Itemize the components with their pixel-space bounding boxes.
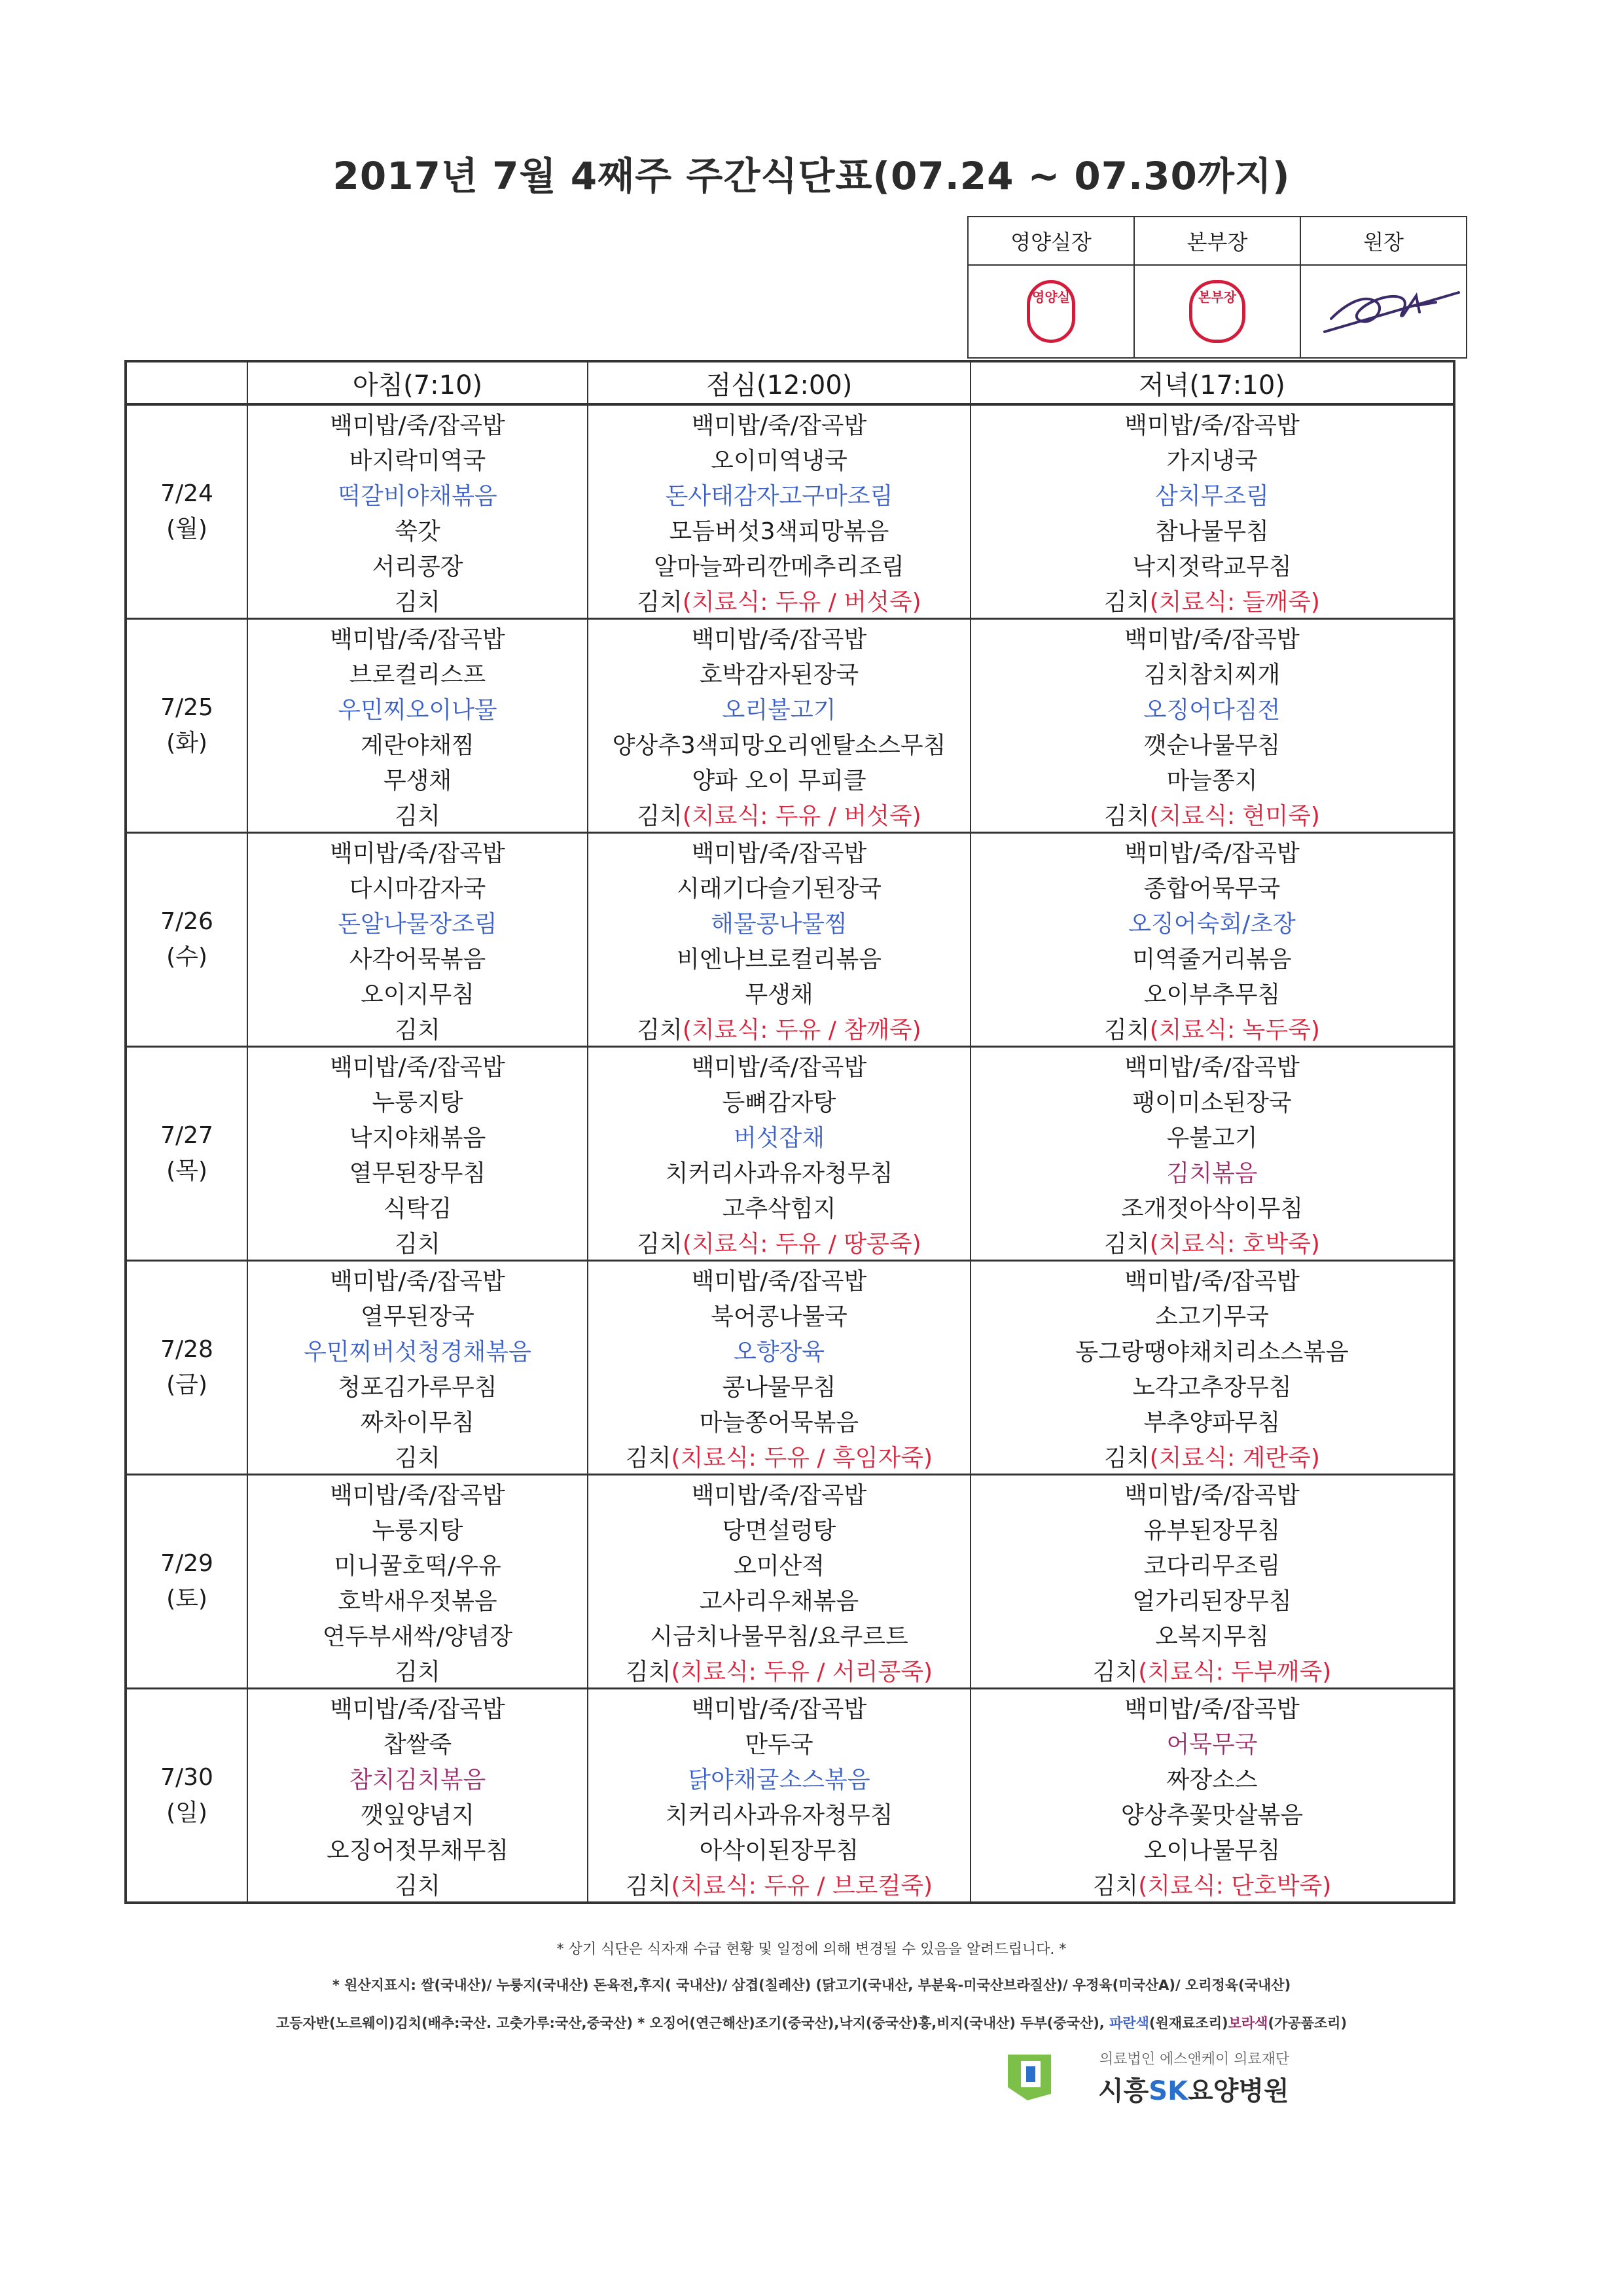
breakfast-item: 떡갈비야채볶음 (247, 476, 588, 512)
breakfast-item: 오징어젓무채무침 (247, 1831, 588, 1866)
breakfast-item: 오이지무침 (247, 975, 588, 1010)
hospital-name-b: 요양병원 (1188, 2076, 1289, 2106)
dinner-item: 종합어묵무국 (971, 869, 1454, 904)
dinner-item (971, 1010, 1454, 1047)
seal-stamp-icon (1189, 280, 1245, 343)
kimchi-label: 김치 (1104, 1230, 1150, 1258)
breakfast-item: 김치 (247, 582, 588, 619)
dinner-item: 오복지무침 (971, 1617, 1454, 1652)
breakfast-item: 김치 (247, 1010, 588, 1047)
weekday-label: (목) (166, 1157, 207, 1184)
date-cell (126, 619, 247, 833)
lunch-item: 마늘쫑어묵볶음 (588, 1403, 971, 1438)
dinner-item (971, 1866, 1454, 1903)
weekly-menu-table (124, 360, 1455, 1904)
menu-row (126, 1261, 1454, 1298)
date-cell (126, 833, 247, 1047)
kimchi-label: 김치 (1104, 1444, 1150, 1472)
dinner-item: 백미밥/죽/잡곡밥 (971, 1047, 1454, 1084)
weekday-label: (금) (166, 1371, 207, 1398)
origin-text-2a: 고등자반(노르웨이)김치(배추:국산. 고춧가루:국산,중국산) * 오징어(연근해산)조기(중국산),낙지(중국산)홍,비지(국내산) 두부(중국산), (276, 2015, 1110, 2031)
breakfast-item: 계란야채찜 (247, 726, 588, 761)
menu-row (126, 582, 1454, 619)
menu-row (126, 1546, 1454, 1581)
menu-row (126, 940, 1454, 975)
menu-row (126, 1189, 1454, 1224)
breakfast-item: 백미밥/죽/잡곡밥 (247, 404, 588, 441)
stamp-text: 영양실 (1032, 289, 1070, 305)
dinner-item: 코다리무조림 (971, 1546, 1454, 1581)
menu-row (126, 1332, 1454, 1368)
lunch-item: 모듬버섯3색피망볶음 (588, 512, 971, 547)
menu-row (126, 761, 1454, 796)
lunch-item (588, 1224, 971, 1261)
kimchi-label: 김치 (1104, 1016, 1150, 1044)
menu-row (126, 796, 1454, 833)
header-dinner: 저녁(17:10) (971, 361, 1454, 404)
weekday-label: (토) (166, 1585, 207, 1612)
lunch-item: 오리불고기 (588, 690, 971, 726)
lunch-item: 비엔나브로컬리볶음 (588, 940, 971, 975)
legend-blue: 파란색 (1109, 2015, 1149, 2031)
lunch-item (588, 582, 971, 619)
header-lunch: 점심(12:00) (588, 361, 971, 404)
notice-text: * 상기 식단은 식자재 수급 현황 및 일정에 의해 변경될 수 있음을 알려드립니다. * (556, 1941, 1067, 1958)
therapy-diet-label: (치료식: 두유 / 서리콩죽) (671, 1658, 933, 1686)
therapy-diet-label: (치료식: 호박죽) (1149, 1230, 1320, 1258)
lunch-item: 백미밥/죽/잡곡밥 (588, 1475, 971, 1511)
kimchi-label: 김치 (637, 588, 683, 616)
dinner-item: 동그랑땡야채치리소스볶음 (971, 1332, 1454, 1368)
breakfast-item: 백미밥/죽/잡곡밥 (247, 1689, 588, 1725)
breakfast-item: 낙지야채볶음 (247, 1118, 588, 1154)
date-cell (126, 1689, 247, 1903)
menu-row (126, 1154, 1454, 1189)
lunch-item (588, 1652, 971, 1689)
lunch-item: 콩나물무침 (588, 1368, 971, 1403)
breakfast-item: 백미밥/죽/잡곡밥 (247, 1047, 588, 1084)
therapy-diet-label: (치료식: 녹두죽) (1149, 1016, 1320, 1044)
signature-icon (1305, 266, 1462, 351)
lunch-item: 아삭이된장무침 (588, 1831, 971, 1866)
breakfast-item: 바지락미역국 (247, 441, 588, 476)
breakfast-item: 김치 (247, 1224, 588, 1261)
breakfast-item: 백미밥/죽/잡곡밥 (247, 619, 588, 656)
origin-text-2 (0, 2013, 1623, 2032)
therapy-diet-label: (치료식: 두유 / 땅콩죽) (682, 1230, 921, 1258)
approval-header-nutrition: 영양실장 (968, 217, 1134, 265)
breakfast-item: 연두부새싹/양념장 (247, 1617, 588, 1652)
breakfast-item: 쑥갓 (247, 512, 588, 547)
dinner-item: 삼치무조림 (971, 476, 1454, 512)
weekday-label: (월) (166, 516, 207, 542)
dinner-item: 오이나물무침 (971, 1831, 1454, 1866)
legend-blue-desc: (원재료조리) (1149, 2015, 1228, 2031)
dinner-item: 팽이미소된장국 (971, 1083, 1454, 1118)
kimchi-label: 김치 (1092, 1872, 1139, 1899)
lunch-item: 시래기다슬기된장국 (588, 869, 971, 904)
menu-row (126, 1511, 1454, 1546)
kimchi-label: 김치 (637, 1016, 683, 1044)
lunch-item: 백미밥/죽/잡곡밥 (588, 619, 971, 656)
header-breakfast: 아침(7:10) (247, 361, 588, 404)
approval-header-head: 원장 (1300, 217, 1467, 265)
therapy-diet-label: (치료식: 두유 / 참깨죽) (682, 1016, 921, 1044)
dinner-item: 노각고추장무침 (971, 1368, 1454, 1403)
kimchi-label: 김치 (625, 1872, 671, 1899)
therapy-diet-label: (치료식: 두유 / 브로컬죽) (671, 1872, 933, 1899)
page-title: 2017년 7월 4째주 주간식단표(07.24 ~ 07.30까지) (332, 154, 1291, 198)
menu-row (126, 1831, 1454, 1866)
kimchi-label: 김치 (625, 1658, 671, 1686)
menu-row (126, 1617, 1454, 1652)
therapy-diet-label: (치료식: 두유 / 버섯죽) (682, 802, 921, 830)
menu-row (126, 547, 1454, 582)
weekday-label: (수) (166, 944, 207, 970)
menu-row (126, 690, 1454, 726)
lunch-item: 백미밥/죽/잡곡밥 (588, 404, 971, 441)
lunch-item: 알마늘꽈리깐메추리조림 (588, 547, 971, 582)
lunch-item: 백미밥/죽/잡곡밥 (588, 1261, 971, 1298)
kimchi-label: 김치 (625, 1444, 671, 1472)
dinner-item (971, 796, 1454, 833)
kimchi-label: 김치 (1104, 802, 1150, 830)
dinner-item: 깻순나물무침 (971, 726, 1454, 761)
hospital-subtitle: 의료법인 에스앤케이 의료재단 (1099, 2051, 1290, 2068)
dinner-item: 오이부추무침 (971, 975, 1454, 1010)
breakfast-item: 짜차이무침 (247, 1403, 588, 1438)
menu-row (126, 1795, 1454, 1831)
therapy-diet-label: (치료식: 계란죽) (1149, 1444, 1320, 1472)
lunch-item: 오이미역냉국 (588, 441, 971, 476)
menu-row (126, 512, 1454, 547)
menu-row (126, 1083, 1454, 1118)
therapy-diet-label: (치료식: 두유 / 흑임자죽) (671, 1444, 933, 1472)
dinner-item: 어묵무국 (971, 1725, 1454, 1760)
lunch-item: 고추삭힘지 (588, 1189, 971, 1224)
lunch-item: 오향장육 (588, 1332, 971, 1368)
dinner-item: 짜장소스 (971, 1760, 1454, 1795)
therapy-diet-label: (치료식: 두부깨죽) (1138, 1658, 1332, 1686)
hospital-name-sk: SK (1149, 2076, 1188, 2106)
approval-sign-head (1300, 265, 1467, 358)
menu-row (126, 904, 1454, 940)
hospital-logo-icon (1001, 2048, 1058, 2104)
breakfast-item: 돈알나물장조림 (247, 904, 588, 940)
dinner-item: 백미밥/죽/잡곡밥 (971, 404, 1454, 441)
lunch-item (588, 1438, 971, 1475)
breakfast-item: 김치 (247, 1438, 588, 1475)
hospital-name-a: 시흥 (1098, 2076, 1149, 2106)
menu-row (126, 1581, 1454, 1617)
breakfast-item: 호박새우젓볶음 (247, 1581, 588, 1617)
therapy-diet-label: (치료식: 들깨죽) (1149, 588, 1320, 616)
dinner-item: 백미밥/죽/잡곡밥 (971, 1475, 1454, 1511)
dinner-item: 김치참치찌개 (971, 655, 1454, 690)
dinner-item: 오징어다짐전 (971, 690, 1454, 726)
kimchi-label: 김치 (637, 1230, 683, 1258)
menu-row (126, 1224, 1454, 1261)
menu-row (126, 833, 1454, 870)
lunch-item: 양파 오이 무피클 (588, 761, 971, 796)
dinner-item (971, 1224, 1454, 1261)
dinner-item (971, 1438, 1454, 1475)
breakfast-item: 백미밥/죽/잡곡밥 (247, 1475, 588, 1511)
menu-row (126, 1118, 1454, 1154)
menu-row (126, 1403, 1454, 1438)
dinner-item: 백미밥/죽/잡곡밥 (971, 1689, 1454, 1725)
lunch-item: 치커리사과유자청무침 (588, 1154, 971, 1189)
dinner-item: 낙지젓락교무침 (971, 547, 1454, 582)
breakfast-item: 백미밥/죽/잡곡밥 (247, 1261, 588, 1298)
breakfast-item: 참치김치볶음 (247, 1760, 588, 1795)
lunch-item: 해물콩나물찜 (588, 904, 971, 940)
menu-row (126, 1652, 1454, 1689)
menu-row (126, 655, 1454, 690)
menu-row (126, 1760, 1454, 1795)
menu-row (126, 869, 1454, 904)
menu-row (126, 1047, 1454, 1084)
hospital-logo (1001, 2041, 1368, 2113)
breakfast-item: 누룽지탕 (247, 1083, 588, 1118)
seal-stamp-icon (1027, 280, 1075, 343)
dinner-item: 백미밥/죽/잡곡밥 (971, 1261, 1454, 1298)
date-cell (126, 1475, 247, 1689)
kimchi-label: 김치 (1092, 1658, 1139, 1686)
approval-box (967, 216, 1467, 359)
date-cell (126, 404, 247, 619)
breakfast-item: 김치 (247, 796, 588, 833)
lunch-item: 시금치나물무침/요쿠르트 (588, 1617, 971, 1652)
lunch-item: 치커리사과유자청무침 (588, 1795, 971, 1831)
breakfast-item: 다시마감자국 (247, 869, 588, 904)
date-cell (126, 1047, 247, 1261)
stamp-text: 본부장 (1198, 289, 1236, 305)
dinner-item: 유부된장무침 (971, 1511, 1454, 1546)
date-label: 7/28 (160, 1336, 213, 1363)
menu-row (126, 1010, 1454, 1047)
lunch-item: 백미밥/죽/잡곡밥 (588, 833, 971, 870)
dinner-item (971, 582, 1454, 619)
lunch-item: 당면설렁탕 (588, 1511, 971, 1546)
dinner-item: 마늘쫑지 (971, 761, 1454, 796)
lunch-item (588, 1866, 971, 1903)
date-label: 7/24 (160, 480, 213, 507)
breakfast-item: 김치 (247, 1652, 588, 1689)
kimchi-label: 김치 (1104, 588, 1150, 616)
breakfast-item: 김치 (247, 1866, 588, 1903)
breakfast-item: 열무된장무침 (247, 1154, 588, 1189)
menu-row (126, 1866, 1454, 1903)
menu-row (126, 1297, 1454, 1332)
menu-row (126, 1368, 1454, 1403)
menu-row (126, 975, 1454, 1010)
dinner-item: 백미밥/죽/잡곡밥 (971, 833, 1454, 870)
menu-row (126, 1725, 1454, 1760)
menu-row (126, 1689, 1454, 1725)
lunch-item: 등뼈감자탕 (588, 1083, 971, 1118)
therapy-diet-label: (치료식: 두유 / 버섯죽) (682, 588, 921, 616)
date-cell (126, 1261, 247, 1475)
menu-row (126, 1475, 1454, 1511)
lunch-item: 고사리우채볶음 (588, 1581, 971, 1617)
breakfast-item: 열무된장국 (247, 1297, 588, 1332)
lunch-item: 양상추3색피망오리엔탈소스무침 (588, 726, 971, 761)
lunch-item: 닭야채굴소스볶음 (588, 1760, 971, 1795)
dinner-item: 김치볶음 (971, 1154, 1454, 1189)
menu-row (126, 1438, 1454, 1475)
breakfast-item: 청포김가루무침 (247, 1368, 588, 1403)
lunch-item: 돈사태감자고구마조림 (588, 476, 971, 512)
dinner-item (971, 1652, 1454, 1689)
lunch-item: 호박감자된장국 (588, 655, 971, 690)
lunch-item: 버섯잡채 (588, 1118, 971, 1154)
legend-purple: 보라색 (1228, 2015, 1268, 2031)
breakfast-item: 식탁김 (247, 1189, 588, 1224)
hospital-name (1098, 2070, 1289, 2108)
breakfast-item: 찹쌀죽 (247, 1725, 588, 1760)
dinner-item: 우불고기 (971, 1118, 1454, 1154)
approval-sign-director (1134, 265, 1300, 358)
breakfast-item: 백미밥/죽/잡곡밥 (247, 833, 588, 870)
lunch-item: 백미밥/죽/잡곡밥 (588, 1047, 971, 1084)
breakfast-item: 깻잎양념지 (247, 1795, 588, 1831)
menu-row (126, 441, 1454, 476)
origin-text: * 원산지표시: 쌀(국내산)/ 누룽지(국내산) 돈육전,후지( 국내산)/ 삼겹(칠레산) (닭고기(국내산, 부분육-미국산브라질산)/ 우정육(미국산A)/ 오리정육(국내산) (332, 1977, 1291, 1993)
lunch-item (588, 1010, 971, 1047)
menu-row (126, 404, 1454, 441)
dinner-item: 소고기무국 (971, 1297, 1454, 1332)
dinner-item: 부추양파무침 (971, 1403, 1454, 1438)
approval-sign-nutrition (968, 265, 1134, 358)
breakfast-item: 무생채 (247, 761, 588, 796)
weekday-label: (일) (166, 1799, 207, 1826)
approval-header-director: 본부장 (1134, 217, 1300, 265)
date-label: 7/27 (160, 1122, 213, 1149)
breakfast-item: 우민찌버섯청경채볶음 (247, 1332, 588, 1368)
weekday-label: (화) (166, 730, 207, 756)
kimchi-label: 김치 (637, 802, 683, 830)
therapy-diet-label: (치료식: 현미죽) (1149, 802, 1320, 830)
dinner-item: 백미밥/죽/잡곡밥 (971, 619, 1454, 656)
lunch-item: 백미밥/죽/잡곡밥 (588, 1689, 971, 1725)
lunch-item: 만두국 (588, 1725, 971, 1760)
breakfast-item: 브로컬리스프 (247, 655, 588, 690)
menu-row (126, 726, 1454, 761)
legend-purple-desc: (가공품조리) (1268, 2015, 1347, 2031)
lunch-item: 오미산적 (588, 1546, 971, 1581)
date-label: 7/29 (160, 1550, 213, 1577)
breakfast-item: 우민찌오이나물 (247, 690, 588, 726)
lunch-item (588, 796, 971, 833)
therapy-diet-label: (치료식: 단호박죽) (1138, 1872, 1332, 1899)
lunch-item: 북어콩나물국 (588, 1297, 971, 1332)
date-label: 7/26 (160, 908, 213, 935)
breakfast-item: 미니꿀호떡/우유 (247, 1546, 588, 1581)
lunch-item: 무생채 (588, 975, 971, 1010)
menu-body (126, 404, 1454, 1903)
breakfast-item: 서리콩장 (247, 547, 588, 582)
dinner-item: 얼가리된장무침 (971, 1581, 1454, 1617)
breakfast-item: 사각어묵볶음 (247, 940, 588, 975)
header-blank (126, 361, 247, 404)
dinner-item: 오징어숙회/초장 (971, 904, 1454, 940)
dinner-item: 양상추꽃맛살볶음 (971, 1795, 1454, 1831)
menu-row (126, 619, 1454, 656)
breakfast-item: 누룽지탕 (247, 1511, 588, 1546)
dinner-item: 가지냉국 (971, 441, 1454, 476)
dinner-item: 조개젓아삭이무침 (971, 1189, 1454, 1224)
menu-row (126, 476, 1454, 512)
date-label: 7/30 (160, 1764, 213, 1791)
dinner-item: 미역줄거리볶음 (971, 940, 1454, 975)
date-label: 7/25 (160, 694, 213, 721)
dinner-item: 참나물무침 (971, 512, 1454, 547)
